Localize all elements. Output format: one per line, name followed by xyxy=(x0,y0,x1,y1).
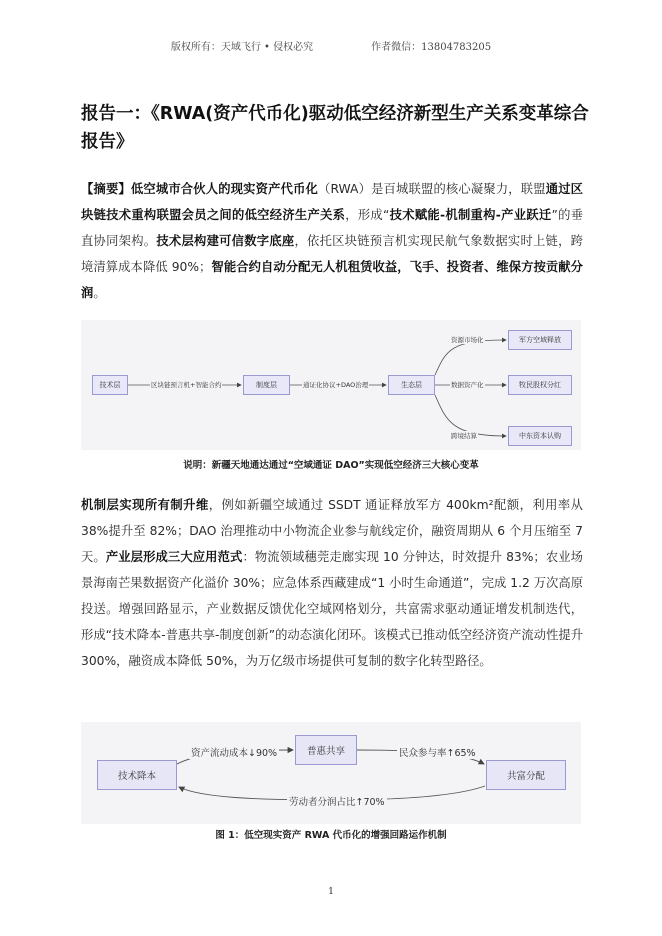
abstract-subject: 低空城市合伙人的现实资产代币化 xyxy=(130,182,319,196)
edge-label-token-dao: 通证化协议+DAO治理 xyxy=(303,381,369,389)
edge-eco-to-mideast xyxy=(435,395,506,436)
node-herder-dividend: 牧民股权分红 xyxy=(508,375,572,395)
node-ecology-layer: 生态层 xyxy=(388,375,435,395)
edge-label-cross-border: 跨境结算 xyxy=(451,432,477,440)
mechanism-heading: 机制层实现所有制升维 xyxy=(81,498,209,512)
report-title: 报告一：《RWA(资产代币化)驱动低空经济新型生产关系变革综合报告》 xyxy=(81,104,589,152)
figure1-caption: 说明：新疆天地通达通过“空域通证 DAO”实现低空经济三大核心变革 xyxy=(183,460,479,471)
page-header xyxy=(0,38,662,53)
abstract-paragraph: 【摘要】低空城市合伙人的现实资产代币化（RWA）是百城联盟的核心凝聚力，联盟通过区块链技术重构联盟会员之间的低空经济生产关系，形成“技术赋能-机制重构-产业跃迁”的垂直协同架构。技术层构建可信数字底座，依托区块链预言机实现民航气象数据实时上链，跨境清算成本降低 90%；智能合约自动分配无人机租赁收益，飞手、投资者、维保方按贡献分润。 xyxy=(81,182,583,300)
author-contact: 作者微信：13804783205 xyxy=(371,42,492,53)
abstract-label: 【摘要】 xyxy=(81,182,131,196)
edge-label-participation: 民众参与率↑65% xyxy=(397,745,478,759)
three-layer-flow-diagram xyxy=(81,320,581,450)
edge-label-oracle: 区块链预言机+智能合约 xyxy=(151,381,222,389)
node-mideast-capital: 中东资本认购 xyxy=(508,426,572,446)
copyright-notice: 版权所有：天域飞行 • 侵权必究 xyxy=(170,42,314,53)
node-inclusive-sharing: 普惠共享 xyxy=(295,735,357,765)
node-military-airspace: 军方空域释放 xyxy=(508,330,572,350)
body-paragraph: 机制层实现所有制升维，例如新疆空域通过 SSDT 通证释放军方 400km²配额，利用率从 38%提升至 82%；DAO 治理推动中小物流企业参与航线定价，融资周期从 6 个月压缩至 7 天。产业层形成三大应用范式：物流领域穗莞走廊实现 10 分钟达，时效提升 83%；农业场景海南芒果数据资产化溢价 30%；应急体系西藏建成“1 小时生命通道”，完成 1.2 万次高原投送。增强回路显示，产业数据反馈优化空域网格划分，共富需求驱动通证增发机制迭代，形成“技术降本-普惠共享-制度创新”的动态演化闭环。该模式已推动低空经济资产流动性提升 300%，融资成本降低 50%，为万亿级市场提供可复制的数字化转型路径。 xyxy=(81,498,583,668)
page-number: 1 xyxy=(327,886,335,897)
figure2-caption: 图 1：低空现实资产 RWA 代币化的增强回路运作机制 xyxy=(215,830,447,841)
edge-label-asset-cost: 资产流动成本↓90% xyxy=(189,745,279,759)
reinforcing-loop-diagram xyxy=(81,722,581,824)
industry-heading: 产业层形成三大应用范式 xyxy=(105,550,243,564)
edge-label-resource: 资源市场化 xyxy=(451,336,484,344)
node-tech-layer: 技术层 xyxy=(92,375,128,395)
edge-label-labor-share: 劳动者分润占比↑70% xyxy=(287,794,387,808)
node-institution-layer: 制度层 xyxy=(243,375,290,395)
edge-label-data-asset: 数据资产化 xyxy=(451,381,484,389)
node-common-prosperity: 共富分配 xyxy=(486,760,566,790)
node-tech-cost-reduction: 技术降本 xyxy=(97,760,177,790)
edge-eco-to-mil xyxy=(435,340,506,375)
